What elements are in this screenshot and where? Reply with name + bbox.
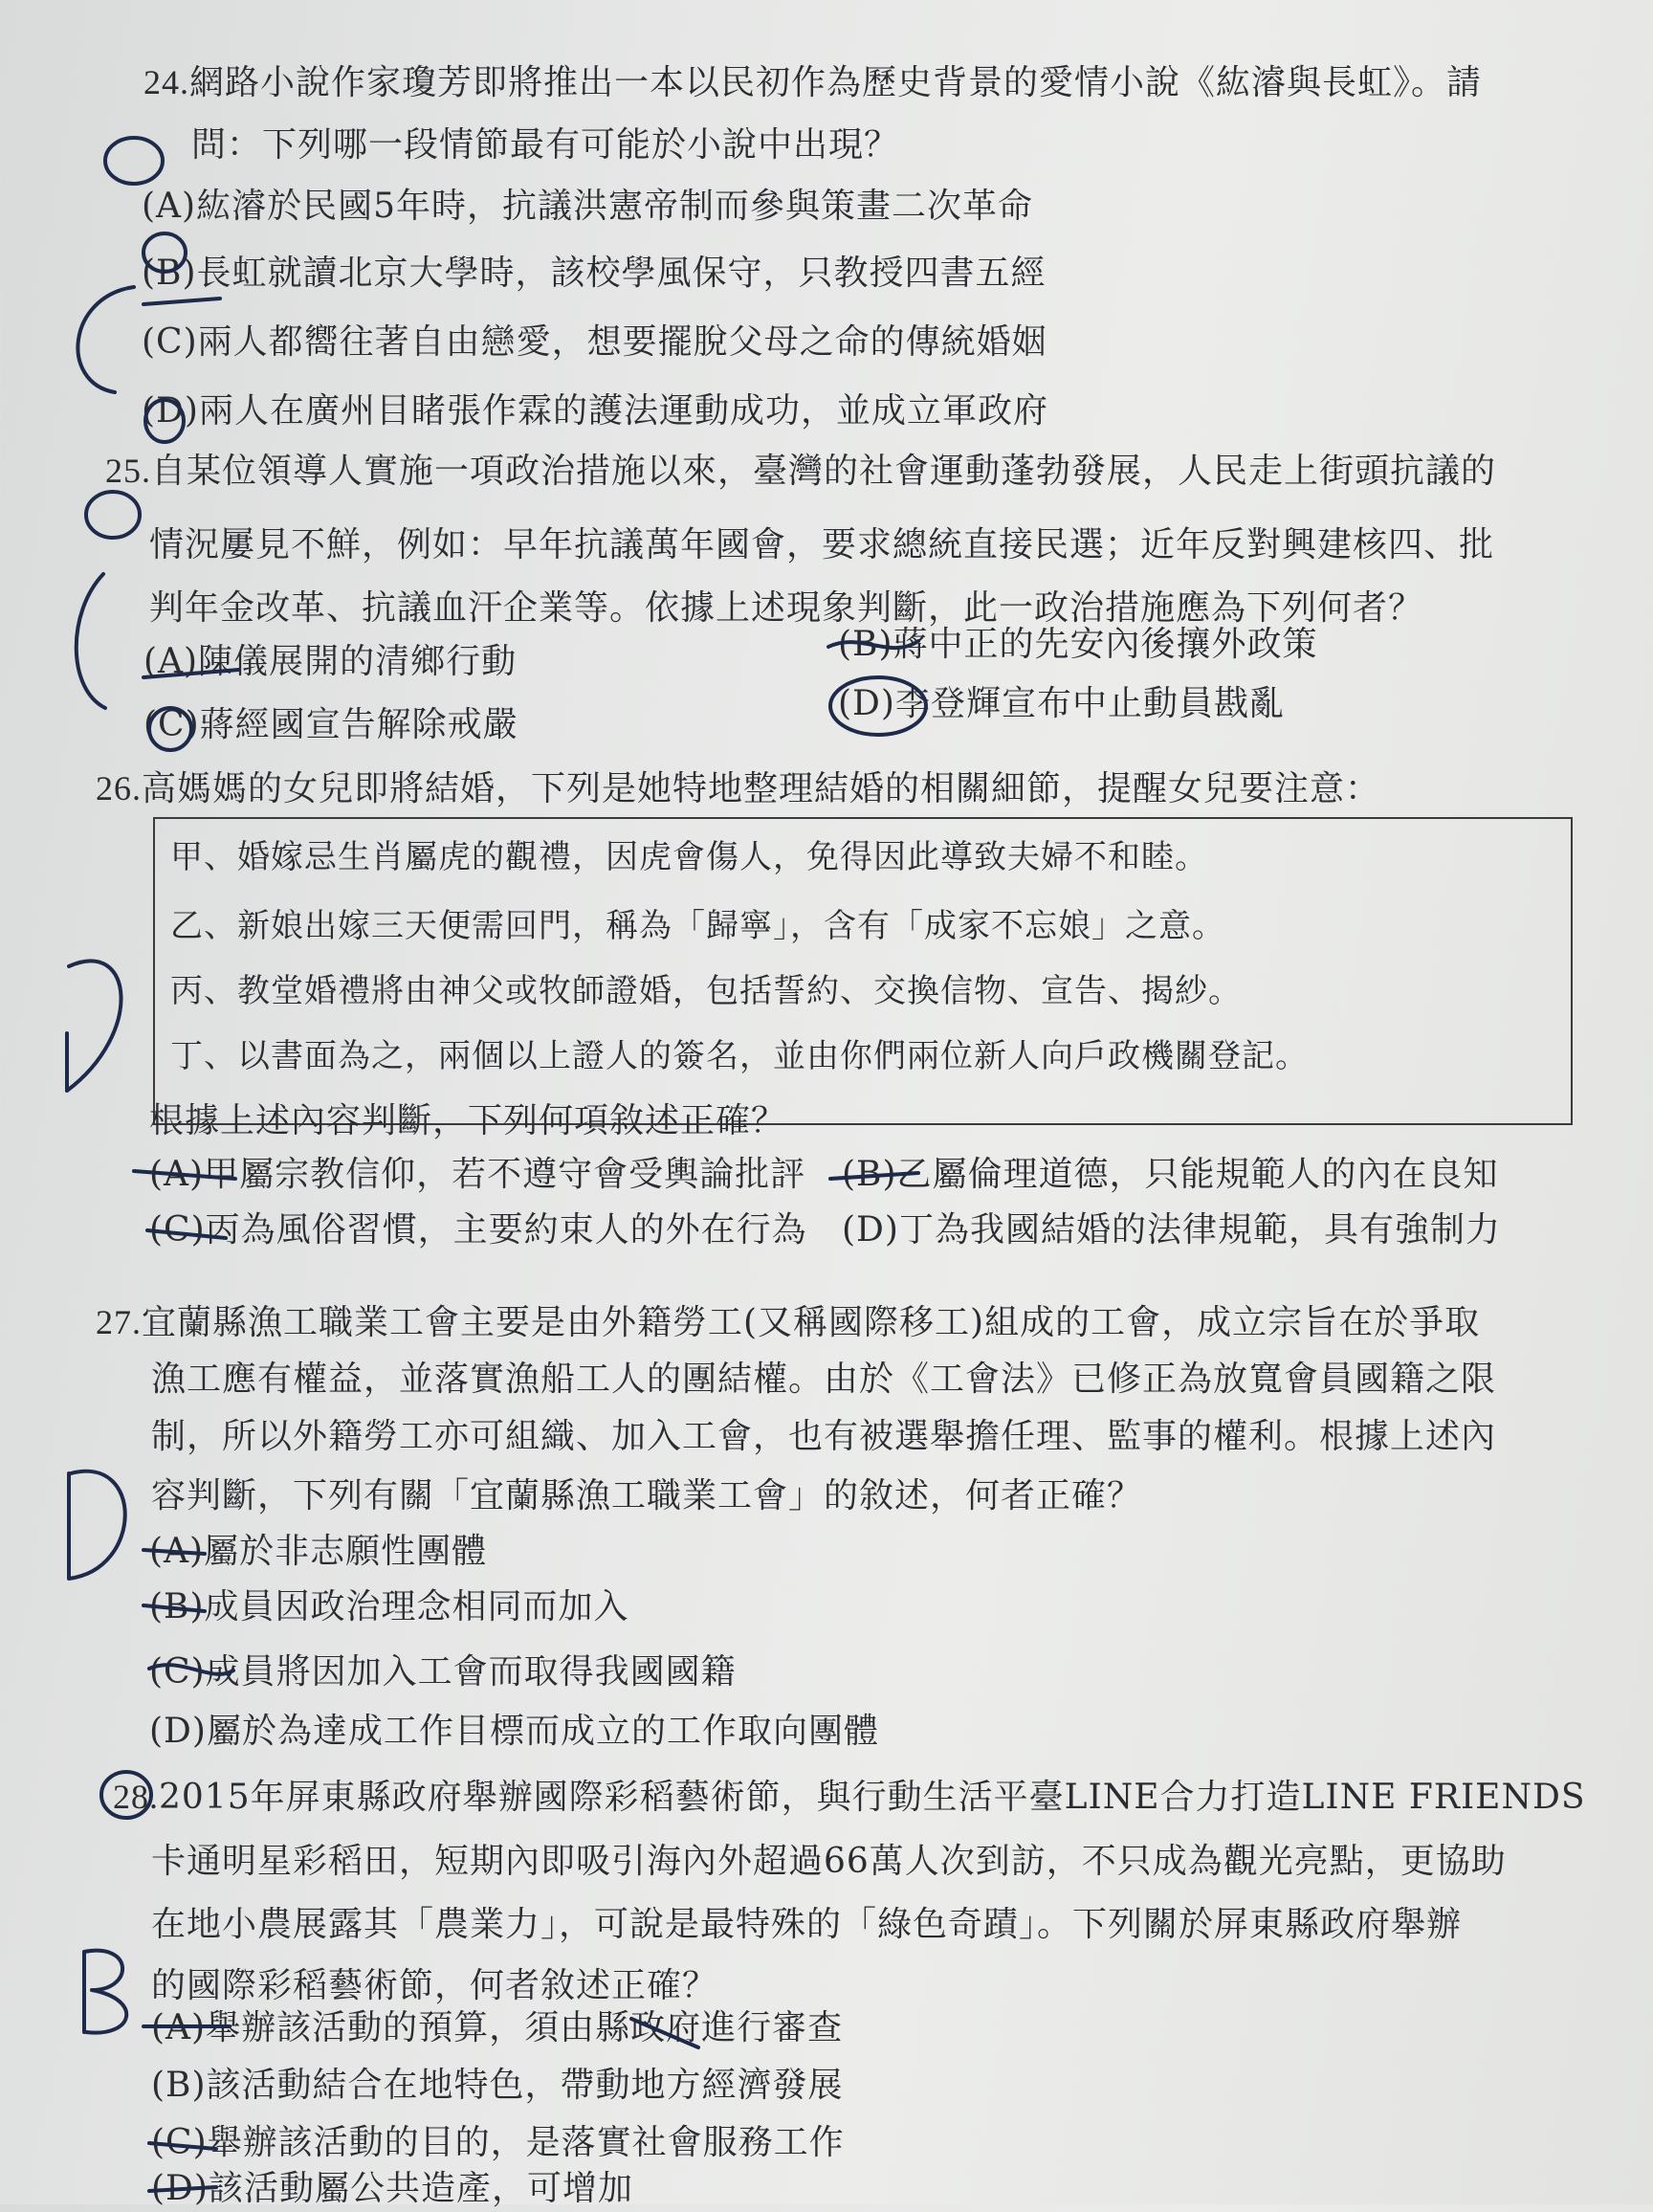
q27-option-b: (B)成員因政治理念相同而加入 — [149, 1587, 629, 1626]
q25-option-c: (C)蔣經國宣告解除戒嚴 — [143, 705, 518, 744]
q24-stem-line1 — [143, 59, 1482, 106]
q28-option-c: (C)舉辦該活動的目的，是落實社會服務工作 — [151, 2123, 845, 2162]
q28-option-a: (A)舉辦該活動的預算，須由縣政府進行審查 — [151, 2008, 844, 2047]
q27-answer-mark — [69, 1471, 125, 1579]
q25-option-b: (B)蔣中正的先安內後攘外政策 — [838, 625, 1318, 664]
q25-number: 25. — [105, 452, 151, 490]
q27-stem-text-1: 宜蘭縣漁工職業工會主要是由外籍勞工(又稱國際移工)組成的工會，成立宗旨在於爭取 — [142, 1303, 1481, 1342]
q26-box-item-bing: 丙、教堂婚禮將由神父或牧師證婚，包括誓約、交換信物、宣告、揭紗。 — [170, 972, 1242, 1010]
q28-stem-line1 — [113, 1774, 1585, 1821]
q27-number: 27. — [96, 1303, 142, 1341]
q24-stem-line2: 問：下列哪一段情節最有可能於小說中出現？ — [191, 125, 900, 165]
q24-option-d: (D)兩人在廣州目睹張作霖的護法運動成功，並成立軍政府 — [142, 391, 1048, 431]
q24-answer-mark — [77, 287, 134, 392]
q28-number: 28. — [113, 1778, 159, 1816]
q26-question: 根據上述內容判斷，下列何項敘述正確？ — [149, 1101, 787, 1140]
q27-option-c: (C)成員將因加入工會而取得我國國籍 — [149, 1652, 737, 1692]
q26-box-item-ding: 丁、以書面為之，兩個以上證人的簽名，並由你們兩位新人向戶政機關登記。 — [170, 1037, 1309, 1075]
q24-option-b-strike — [143, 299, 220, 304]
q27-stem-line4: 容判斷，下列有關「宜蘭縣漁工職業工會」的敘述，何者正確？ — [151, 1476, 1143, 1515]
q25-option-a: (A)陳儀展開的清鄉行動 — [143, 642, 518, 681]
q26-stem-text: 高媽媽的女兒即將結婚，下列是她特地整理結婚的相關細節，提醒女兒要注意： — [142, 769, 1381, 808]
q28-stem-line4: 的國際彩稻藝術節，何者敘述正確？ — [151, 1966, 718, 2005]
q25-stem-line1 — [105, 448, 1496, 495]
q27-option-d: (D)屬於為達成工作目標而成立的工作取向團體 — [149, 1712, 879, 1751]
q28-answer-mark — [84, 1951, 126, 2033]
q27-option-a: (A)屬於非志願性團體 — [149, 1532, 488, 1571]
q28-option-d: (D)該活動屬公共造產，可增加 — [151, 2169, 633, 2208]
q24-number: 24. — [143, 63, 189, 101]
q27-stem-line2: 漁工應有權益，並落實漁船工人的團結權。由於《工會法》已修正為放寬會員國籍之限 — [151, 1360, 1497, 1399]
q25-stem-text-1: 自某位領導人實施一項政治措施以來，臺灣的社會運動蓬勃發展，人民走上街頭抗議的 — [151, 452, 1497, 491]
q25-stem-line2: 情況屢見不鮮，例如：早年抗議萬年國會，要求總統直接民選；近年反對興建核四、批 — [149, 525, 1495, 564]
q26-box-item-yi: 乙、新娘出嫁三天便需回門，稱為「歸寧」，含有「成家不忘娘」之意。 — [170, 907, 1225, 945]
q26-option-b: (B)乙屬倫理道德，只能規範人的內在良知 — [842, 1155, 1499, 1194]
q26-answer-mark — [67, 962, 121, 1091]
q26-option-c: (C)丙為風俗習慣，主要約束人的外在行為 — [149, 1210, 807, 1250]
q25-stem-line3: 判年金改革、抗議血汗企業等。依據上述現象判斷，此一政治措施應為下列何者？ — [149, 588, 1424, 628]
q26-option-d: (D)丁為我國結婚的法律規範，具有強制力 — [842, 1210, 1501, 1250]
q25-number-circle — [86, 492, 140, 538]
q25-option-d: (D)李登輝宣布中止動員戡亂 — [838, 684, 1285, 723]
q24-option-b: (B)長虹就讀北京大學時，該校學風保守，只教授四書五經 — [142, 254, 1047, 293]
q28-stem-line2: 卡通明星彩稻田，短期內即吸引海內外超過66萬人次到訪，不只成為觀光亮點，更協助 — [151, 1842, 1507, 1881]
q26-box-item-jia: 甲、婚嫁忌生肖屬虎的觀禮，因虎會傷人，免得因此導致夫婦不和睦。 — [170, 838, 1208, 876]
q26-stem — [96, 765, 1380, 812]
q25-answer-mark — [77, 574, 105, 708]
q28-option-b: (B)該活動結合在地特色，帶動地方經濟發展 — [151, 2066, 844, 2105]
q27-stem-line3: 制，所以外籍勞工亦可組織、加入工會，也有被選舉擔任理、監事的權利。根據上述內 — [151, 1417, 1497, 1456]
q24-option-a: (A)紘濬於民國5年時，抗議洪憲帝制而參與策畫二次革命 — [142, 187, 1033, 226]
q28-stem-line3: 在地小農展露其「農業力」，可說是最特殊的「綠色奇蹟」。下列關於屏東縣政府舉辦 — [151, 1905, 1463, 1944]
q24-option-c: (C)兩人都嚮往著自由戀愛，想要擺脫父母之命的傳統婚姻 — [142, 322, 1047, 362]
q27-stem-line1 — [96, 1299, 1480, 1346]
q26-number: 26. — [96, 769, 142, 807]
q24-stem-text-1: 網路小說作家瓊芳即將推出一本以民初作為歷史背景的愛情小說《紘濬與長虹》。請 — [189, 63, 1483, 102]
q24-number-circle — [105, 138, 163, 184]
q28-stem-text-1: 2015年屏東縣政府舉辦國際彩稻藝術節，與行動生活平臺LINE合力打造LINE FRIENDS — [159, 1778, 1586, 1817]
q26-option-a: (A)甲屬宗教信仰，若不遵守會受輿論批評 — [149, 1155, 806, 1194]
